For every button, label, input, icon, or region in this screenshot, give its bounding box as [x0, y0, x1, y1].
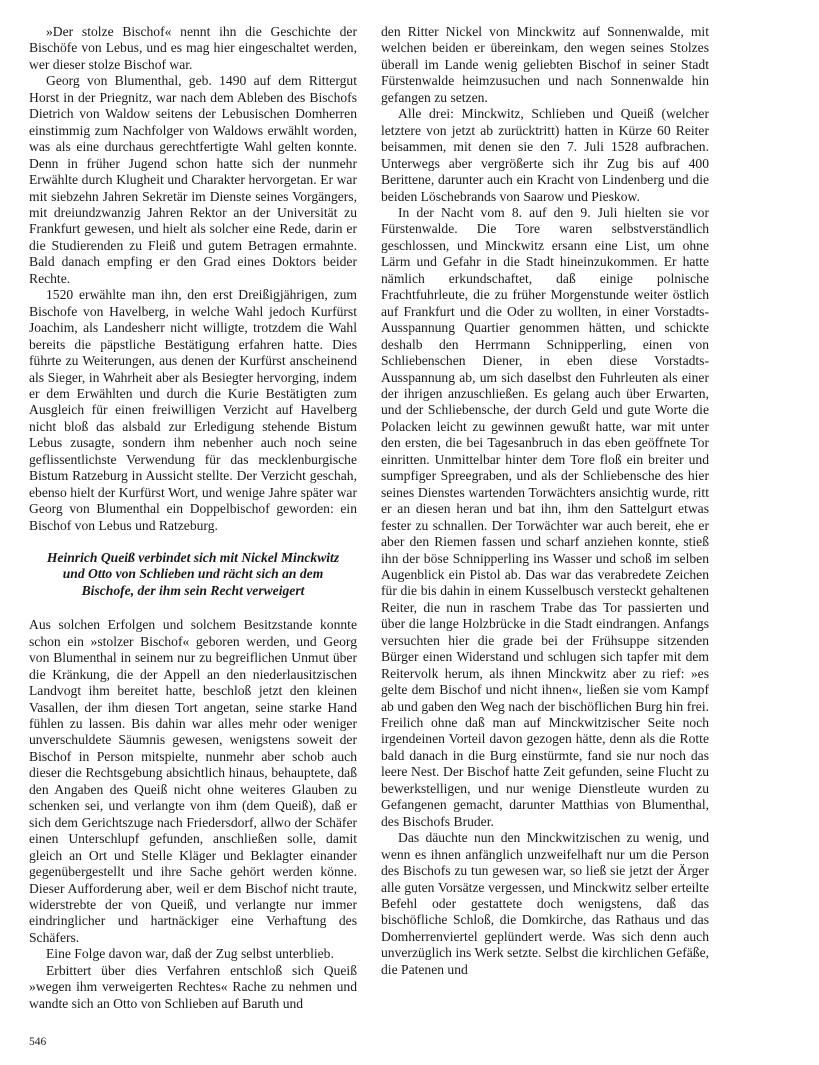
paragraph: Eine Folge davon war, daß der Zug selbst unterblieb.	[46, 946, 334, 962]
paragraph: Erbittert über dies Verfahren entschloß sich Queiß »wegen ihm verweigerten Rechtes« Rache zu nehmen und wandte sich an Otto von Schlieben auf Baruth und	[29, 962, 357, 1011]
page-number: 546	[29, 1036, 47, 1048]
paragraph: In der Nacht vom 8. auf den 9. Juli hielten sie vor Fürstenwalde. Die Tore waren selbstverständlich geschlossen, und Minckwitz ersann eine List, um ohne Lärm und Gefahr in die Stadt hineinzukommen. Er hatte nämlich erkundschaftet, daß einige polnische Frachtfuhrleute, die zu früher Morgenstunde weiter östlich auf Frankfurt und die Oder zu wollten, in einer Vorstadts-Ausspannung Quartier genommen hätten, und schickte deshalb den Herrmann Schnipperling, einen von Schliebenschen Diener, in eben diese Vorstadts-Ausspannung ab, um sich daselbst den Fuhrleuten als einer der ihrigen anzuschließen. Es gelang auch über Erwarten, und der Schliebensche, der durch Geld und gute Worte die Polacken leicht zu gewinnen gewußt hatte, war mit unter den ersten, die bei Tagesanbruch in das eben geöffnete Tor einritten. Unmittelbar hinter dem Tore floß ein breiter und sumpfiger Spreegraben, und als der Schliebensche des hier seines Dienstes wartenden Torwächters ansichtig wurde, ritt er an diesen heran und bat ihn, ihm den Sattelgurt etwas fester zu schnallen. Der Torwächter war auch bereit, ehe er aber den Riemen fassen und scharf anziehen konnte, stieß ihn der böse Schnipperling ins Wasser und schoß im selben Augenblick ein Pistol ab. Das war das verabredete Zeichen für die bis dahin in einem Kusselbusch versteckt gehaltenen Reiter, die nun in raschem Trabe das Tor passierten und über die lange Holzbrücke in die Stadt eindrangen. Anfangs versuchten hier die grade bei der Frühsuppe sitzenden Bürger einen Widerstand und schlugen sich tapfer mit dem Reitervolk herum, als ihnen Minckwitz aber zu rief: »es gelte dem Bischof und nicht ihnen«, ließen sie vom Kampf ab und gaben den Weg nach der bischöflichen Burg hin frei. Freilich ohne daß man auf Minckwitzischer Seite noch irgendeinen Vorteil davon gezogen hätte, denn als die Rotte bald danach in die Burg einstürmte, fand sie nur noch das leere Nest. Der Bischof hatte Zeit gefunden, seine Flucht zu bewerkstelligen, und nur wenige Dienstleute wurden zu Gefangenen gemacht, darunter Matthias von Blumenthal, des Bischofs Bruder.	[381, 204, 709, 829]
paragraph: Alle drei: Minckwitz, Schlieben und Queiß (welcher letztere von jetzt ab zurücktritt) hatten in Kürze 60 Reiter beisammen, mit denen sie den 7. Juli 1528 aufbrachen. Unterwegs aber vergrößerte sich ihr Zug bis auf 400 Berittene, darunter auch ein Kracht von Lindenberg und die beiden Löschebrands von Saarow und Pieskow.	[381, 106, 709, 204]
paragraph: Georg von Blumenthal, geb. 1490 auf dem Rittergut Horst in der Priegnitz, war nach dem Ableben des Bischofs Dietrich von Waldow seitens der Lebusischen Domherren einstimmig zum Nachfolger von Waldows erwählt worden, was als eine durchaus gerechtfertigte Wahl gelten konnte. Denn in früher Jugend schon hatte sich der nunmehr Erwählte durch Klugheit und Charakter hervorgetan. Er war mit siebzehn Jahren Sekretär im Dienste seines Vorgängers, mit dreiundzwanzig Jahren Rektor an der Universität zu Frankfurt gewesen, und hielt als solcher eine Rede, darin er die Studierenden zu Fleiß und gutem Betragen ermahnte. Bald danach empfing er den Grad eines Doktors beider Rechte.	[29, 73, 357, 286]
left-column	[29, 24, 357, 1012]
paragraph: 1520 erwählte man ihn, den erst Dreißigjährigen, zum Bischofe von Havelberg, in welche Wahl jedoch Kurfürst Joachim, als Landesherr nicht willigte, trotzdem die Wahl bereits die päpstliche Bestätigung erfahren hatte. Dies führte zu Weiterungen, aus denen der Kurfürst anscheinend als Sieger, in Wahrheit aber als Besiegter hervorging, indem er dem Erwählten und durch die Kurie Bestätigten zum Ausgleich für einen freiwilligen Verzicht auf Havelberg nicht bloß das alsbald zur Erledigung stehende Bistum Lebus zusagte, sondern ihm nebenher auch noch seine geflissentlichste Verwendung für das mecklenburgische Bistum Ratzeburg in Aussicht stellte. Der Verzicht geschah, ebenso hielt der Kurfürst Wort, und wenige Jahre später war Georg von Blumenthal ein Doppelbischof geworden: ein Bischof von Lebus und Ratzeburg.	[29, 287, 357, 533]
paragraph: »Der stolze Bischof« nennt ihn die Geschichte der Bischöfe von Lebus, und es mag hier eingeschaltet werden, wer dieser stolze Bischof war.	[29, 24, 357, 72]
paragraph: Aus solchen Erfolgen und solchem Besitzstande konnte schon ein »stolzer Bischof« geboren werden, und Georg von Blumenthal in seinem nur zu begreiflichen Unmut über die Kränkung, die der Appell an den niederlausitzischen Landvogt ihm bereitet hatte, beschloß jetzt den kleinen Vasallen, der ihm diesen Tort angetan, seine starke Hand fühlen zu lassen. Bis dahin war alles mehr oder weniger unverschuldete Säumnis gewesen, wenigstens soweit der Bischof in Person mitspielte, nunmehr aber schob auch dieser die Rechtsgebung absichtlich hinaus, behauptete, daß den Angaben des Queiß nicht ohne weiteres Glauben zu schenken sei, und verlangte von ihm (dem Queiß), daß er sich dem Gerichtszuge nach Friedersdorf, allwo der Schäfer einen Unterschlupf gefunden, anschließen solle, damit gleich an Ort und Stelle Kläger und Beklagter einander gegenübergestellt und ihre Sache gehört werden könne. Dieser Aufforderung aber, weil er dem Bischof nicht traute, widerstrebte der von Queiß, und verlangte nur immer eindringlicher und hartnäckiger eine Verhaftung des Schäfers.	[29, 617, 357, 945]
paragraph: Das däuchte nun den Minckwitzischen zu wenig, und wenn es ihnen anfänglich unzweifelhaft nur um die Person des Bischofs zu tun gewesen war, so ließ sie jetzt der Ärger alle guten Vorsätze vergessen, und Minckwitz selber erteilte Befehl oder gestattete doch wenigstens, daß das bischöfliche Schloß, die Domkirche, das Rathaus und das Domherrenviertel geplündert werde. Was sich denn auch unverzüglich ins Werk setzte. Selbst die kirchlichen Gefäße, die Patenen und	[381, 830, 709, 977]
right-column	[381, 24, 709, 978]
section-heading: Heinrich Queiß verbindet sich mit Nickel Minckwitz und Otto von Schlieben und rächt sich an dem Bischofe, der ihm sein Recht verweigert	[46, 550, 340, 598]
paragraph: den Ritter Nickel von Minckwitz auf Sonnenwalde, mit welchen beiden er übereinkam, den wegen seines Stolzes überall im Lande wenig geliebten Bischof in seiner Stadt Fürstenwalde heimzusuchen und nach Sonnenwalde hin gefangen zu setzen.	[381, 24, 709, 105]
